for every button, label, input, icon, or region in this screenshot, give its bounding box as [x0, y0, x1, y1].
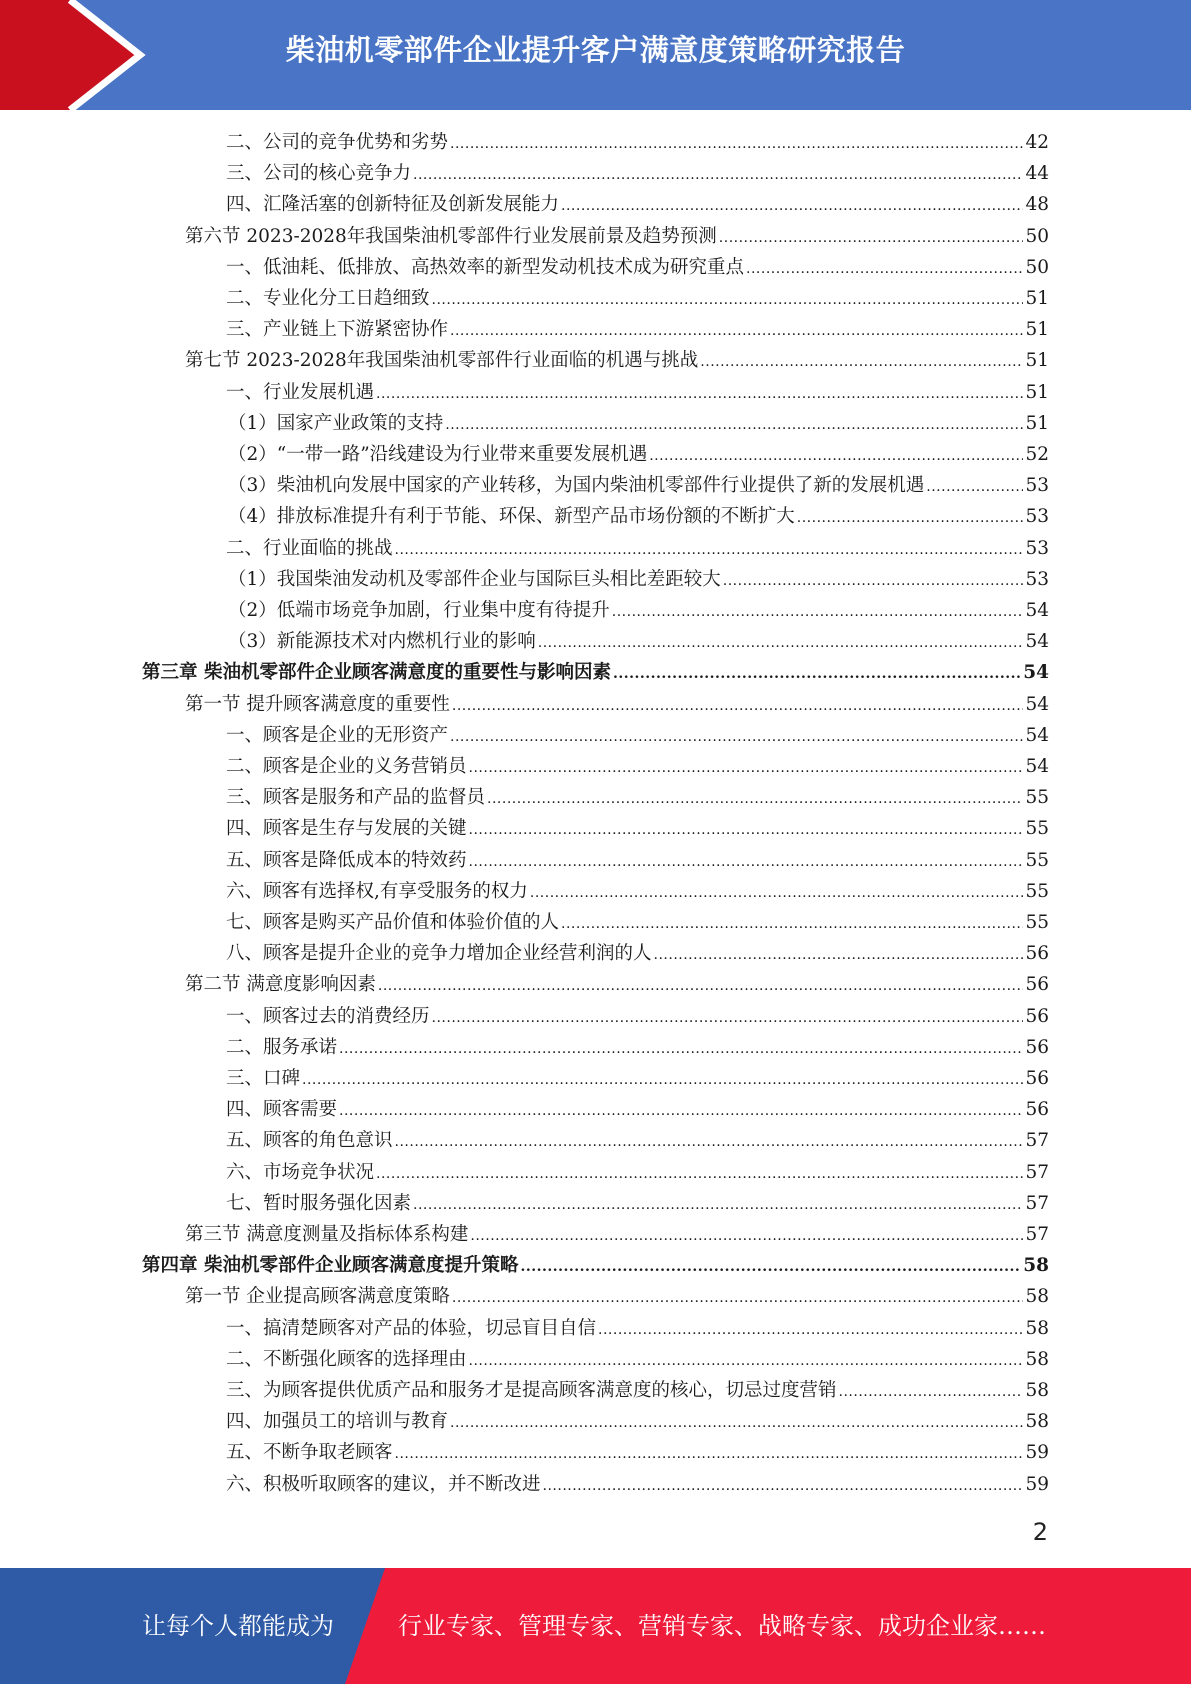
toc-dot-leader	[376, 386, 1023, 402]
toc-entry-title: 第四章 柴油机零部件企业顾客满意度提升策略	[142, 1255, 519, 1277]
toc-dot-leader	[395, 1134, 1024, 1150]
toc-item-row[interactable]	[228, 596, 1049, 627]
toc-entry-page: 55	[1025, 818, 1049, 840]
toc-dot-leader	[469, 822, 1024, 838]
toc-item-row[interactable]	[228, 471, 1049, 502]
toc-dot-leader	[413, 167, 1023, 183]
toc-dot-leader	[302, 1072, 1023, 1088]
page-number: 2	[1032, 1518, 1048, 1546]
toc-entry-page: 44	[1025, 163, 1049, 185]
toc-item-row[interactable]	[226, 315, 1049, 346]
toc-entry-title: 五、不断争取老顾客	[226, 1442, 393, 1464]
toc-entry-page: 51	[1025, 350, 1049, 372]
toc-entry-title: 一、低油耗、低排放、高热效率的新型发动机技术成为研究重点	[226, 256, 745, 278]
toc-entry-page: 58	[1025, 1411, 1049, 1433]
toc-item-row[interactable]	[226, 783, 1049, 814]
toc-item-row[interactable]	[226, 159, 1049, 190]
toc-entry-page: 54	[1023, 662, 1049, 684]
toc-item-row[interactable]	[226, 1189, 1049, 1220]
toc-dot-leader	[413, 1197, 1023, 1213]
toc-entry-title: （1）国家产业政策的支持	[228, 412, 444, 434]
toc-dot-leader	[450, 729, 1023, 745]
toc-dot-leader	[538, 635, 1024, 651]
toc-entry-page: 53	[1025, 568, 1049, 590]
toc-dot-leader	[797, 510, 1024, 526]
toc-entry-page: 54	[1025, 756, 1049, 777]
toc-entry-title: 三、为顾客提供优质产品和服务才是提高顾客满意度的核心，切忌过度营销	[226, 1380, 837, 1401]
toc-entry-page: 53	[1025, 506, 1049, 528]
toc-dot-leader	[452, 1290, 1024, 1306]
toc-entry-page: 59	[1025, 1442, 1049, 1464]
toc-item-row[interactable]	[226, 1407, 1049, 1438]
toc-entry-title: 二、公司的竞争优势和劣势	[226, 132, 449, 153]
toc-entry-title: 三、口碑	[226, 1068, 301, 1089]
toc-entry-page: 56	[1025, 943, 1049, 965]
toc-entry-page: 52	[1025, 444, 1049, 465]
toc-entry-title: 五、顾客是降低成本的特效药	[226, 849, 467, 871]
toc-dot-leader	[613, 666, 1021, 682]
toc-item-row[interactable]	[226, 814, 1049, 845]
toc-entry-page: 57	[1025, 1224, 1049, 1245]
toc-section-row[interactable]	[185, 222, 1049, 253]
toc-entry-page: 51	[1025, 412, 1049, 434]
toc-entry-page: 57	[1025, 1161, 1049, 1183]
toc-item-row[interactable]	[228, 627, 1049, 658]
toc-entry-title: （4）排放标准提升有利于节能、环保、新型产品市场份额的不断扩大	[228, 506, 795, 528]
toc-entry-page: 56	[1025, 1068, 1049, 1089]
footer-slogan-left: 让每个人都能成为	[142, 1612, 334, 1640]
toc-dot-leader	[654, 947, 1024, 963]
toc-entry-title: 三、顾客是服务和产品的监督员	[226, 787, 486, 809]
toc-entry-page: 57	[1025, 1130, 1049, 1152]
toc-item-row[interactable]	[226, 378, 1049, 409]
toc-entry-title: （1）我国柴油发动机及零部件企业与国际巨头相比差距较大	[228, 568, 721, 590]
toc-entry-title: 一、行业发展机遇	[226, 381, 375, 403]
toc-item-row[interactable]	[226, 128, 1049, 159]
toc-item-row[interactable]	[226, 846, 1049, 877]
toc-item-row[interactable]	[226, 1438, 1049, 1469]
toc-entry-page: 55	[1025, 787, 1049, 809]
toc-dot-leader	[520, 1259, 1021, 1275]
toc-dot-leader	[530, 885, 1024, 901]
toc-dot-leader	[598, 1322, 1023, 1338]
toc-item-row[interactable]	[226, 1470, 1049, 1501]
toc-item-row[interactable]	[226, 877, 1049, 908]
toc-entry-page: 58	[1025, 1286, 1049, 1308]
toc-entry-title: 三、公司的核心竞争力	[226, 163, 412, 185]
toc-entry-title: 二、专业化分工日趋细致	[226, 288, 430, 309]
toc-entry-page: 56	[1025, 1005, 1049, 1027]
toc-dot-leader	[450, 323, 1023, 339]
toc-entry-page: 56	[1025, 974, 1049, 996]
toc-entry-page: 58	[1023, 1255, 1049, 1277]
toc-entry-title: 五、顾客的角色意识	[226, 1130, 393, 1152]
toc-entry-page: 54	[1025, 631, 1049, 653]
toc-entry-title: （3）新能源技术对内燃机行业的影响	[228, 631, 536, 653]
toc-item-row[interactable]	[226, 1064, 1049, 1095]
toc-entry-page: 56	[1025, 1036, 1049, 1058]
toc-entry-page: 58	[1025, 1348, 1049, 1370]
page-header	[0, 0, 1191, 110]
toc-entry-title: 第三章 柴油机零部件企业顾客满意度的重要性与影响因素	[142, 662, 611, 684]
toc-entry-title: 第三节 满意度测量及指标体系构建	[185, 1224, 469, 1245]
toc-entry-title: 三、产业链上下游紧密协作	[226, 319, 449, 341]
toc-entry-title: 二、行业面临的挑战	[226, 537, 393, 559]
toc-entry-title: 第六节 2023-2028年我国柴油机零部件行业发展前景及趋势预测	[185, 225, 717, 247]
toc-item-row[interactable]	[226, 752, 1049, 783]
toc-entry-page: 57	[1025, 1192, 1049, 1214]
toc-entry-title: 一、搞清楚顾客对产品的体验，切忌盲目自信	[226, 1317, 597, 1339]
toc-dot-leader	[561, 916, 1023, 932]
page-footer	[0, 1568, 1191, 1684]
toc-entry-page: 51	[1025, 288, 1049, 309]
toc-entry-page: 55	[1025, 880, 1049, 902]
toc-item-row[interactable]	[226, 1095, 1049, 1126]
toc-dot-leader	[450, 1415, 1023, 1431]
toc-entry-title: 二、不断强化顾客的选择理由	[226, 1348, 467, 1370]
toc-dot-leader	[378, 978, 1024, 994]
toc-entry-page: 54	[1025, 724, 1049, 746]
toc-dot-leader	[470, 1228, 1023, 1244]
toc-entry-title: 四、顾客需要	[226, 1099, 338, 1121]
toc-item-row[interactable]	[226, 939, 1049, 970]
toc-dot-leader	[926, 479, 1023, 495]
toc-dot-leader	[719, 230, 1024, 246]
toc-item-row[interactable]	[226, 1126, 1049, 1157]
toc-item-row[interactable]	[228, 502, 1049, 533]
toc-entry-title: 六、市场竞争状况	[226, 1161, 375, 1183]
toc-entry-page: 48	[1025, 194, 1049, 216]
toc-dot-leader	[487, 791, 1023, 807]
toc-dot-leader	[612, 604, 1024, 620]
toc-dot-leader	[561, 198, 1023, 214]
toc-section-row[interactable]	[185, 1220, 1049, 1251]
toc-dot-leader	[339, 1041, 1023, 1057]
toc-entry-page: 58	[1025, 1317, 1049, 1339]
toc-chapter-row[interactable]	[142, 1251, 1049, 1282]
toc-section-row[interactable]	[185, 690, 1049, 721]
toc-item-row[interactable]	[226, 1002, 1049, 1033]
toc-entry-title: 一、顾客是企业的无形资产	[226, 724, 449, 746]
toc-entry-title: 六、积极听取顾客的建议，并不断改进	[226, 1473, 541, 1495]
toc-entry-page: 58	[1025, 1380, 1049, 1401]
toc-dot-leader	[469, 760, 1024, 776]
toc-item-row[interactable]	[226, 284, 1049, 315]
toc-item-row[interactable]	[226, 253, 1049, 284]
toc-dot-leader	[450, 136, 1023, 152]
toc-item-row[interactable]	[226, 908, 1049, 939]
toc-dot-leader	[839, 1384, 1024, 1400]
toc-dot-leader	[445, 417, 1023, 433]
toc-item-row[interactable]	[226, 190, 1049, 221]
toc-entry-title: 七、暂时服务强化因素	[226, 1192, 412, 1214]
toc-entry-title: 四、汇隆活塞的创新特征及创新发展能力	[226, 194, 560, 216]
toc-dot-leader	[469, 854, 1024, 870]
toc-entry-title: 第一节 企业提高顾客满意度策略	[185, 1286, 450, 1308]
toc-entry-title: 第七节 2023-2028年我国柴油机零部件行业面临的机遇与挑战	[185, 350, 699, 372]
toc-dot-leader	[376, 1166, 1023, 1182]
toc-entry-title: 八、顾客是提升企业的竞争力增加企业经营利润的人	[226, 943, 652, 965]
toc-item-row[interactable]	[226, 1158, 1049, 1189]
toc-item-row[interactable]	[226, 1033, 1049, 1064]
toc-item-row[interactable]	[228, 409, 1049, 440]
toc-dot-leader	[432, 1010, 1024, 1026]
toc-entry-title: 二、服务承诺	[226, 1036, 338, 1058]
toc-entry-title: （3）柴油机向发展中国家的产业转移，为国内柴油机零部件行业提供了新的发展机遇	[228, 475, 925, 497]
toc-dot-leader	[723, 573, 1024, 589]
toc-item-row[interactable]	[226, 1314, 1049, 1345]
toc-dot-leader	[452, 698, 1024, 714]
toc-entry-title: 六、顾客有选择权,有享受服务的权力	[226, 880, 528, 902]
toc-chapter-row[interactable]	[142, 658, 1049, 689]
toc-item-row[interactable]	[226, 1345, 1049, 1376]
footer-slogan-right: 行业专家、管理专家、营销专家、战略专家、成功企业家……	[398, 1612, 1046, 1640]
toc-dot-leader	[469, 1353, 1024, 1369]
toc-item-row[interactable]	[226, 534, 1049, 565]
toc-entry-title: 第一节 提升顾客满意度的重要性	[185, 693, 450, 715]
toc-section-row[interactable]	[185, 970, 1049, 1001]
toc-entry-title: 一、顾客过去的消费经历	[226, 1005, 430, 1027]
toc-entry-page: 42	[1025, 132, 1049, 153]
toc-item-row[interactable]	[228, 440, 1049, 471]
toc-section-row[interactable]	[185, 1282, 1049, 1313]
toc-entry-title: 四、顾客是生存与发展的关键	[226, 818, 467, 840]
toc-dot-leader	[395, 542, 1024, 558]
toc-item-row[interactable]	[226, 1376, 1049, 1407]
toc-entry-page: 56	[1025, 1099, 1049, 1121]
toc-entry-page: 55	[1025, 912, 1049, 933]
toc-section-row[interactable]	[185, 346, 1049, 377]
toc-dot-leader	[700, 354, 1023, 370]
toc-entry-title: （2）“一带一路”沿线建设为行业带来重要发展机遇	[228, 444, 648, 465]
toc-entry-title: 二、顾客是企业的义务营销员	[226, 756, 467, 777]
toc-entry-title: 第二节 满意度影响因素	[185, 974, 376, 996]
toc-dot-leader	[649, 448, 1023, 464]
toc-entry-page: 51	[1025, 381, 1049, 403]
toc-entry-page: 53	[1025, 475, 1049, 497]
report-title: 柴油机零部件企业提升客户满意度策略研究报告	[285, 33, 906, 67]
toc-entry-page: 53	[1025, 537, 1049, 559]
toc-entry-page: 54	[1025, 693, 1049, 715]
toc-entry-page: 51	[1025, 319, 1049, 341]
toc-entry-title: （2）低端市场竞争加剧，行业集中度有待提升	[228, 600, 610, 621]
toc-dot-leader	[339, 1103, 1023, 1119]
toc-entry-page: 59	[1025, 1473, 1049, 1495]
toc-entry-title: 七、顾客是购买产品价值和体验价值的人	[226, 912, 560, 933]
toc-item-row[interactable]	[226, 721, 1049, 752]
toc-item-row[interactable]	[228, 565, 1049, 596]
toc-entry-title: 四、加强员工的培训与教育	[226, 1411, 449, 1433]
toc-entry-page: 55	[1025, 849, 1049, 871]
toc-dot-leader	[432, 292, 1024, 308]
toc-entry-page: 50	[1025, 256, 1049, 278]
toc-dot-leader	[746, 261, 1023, 277]
toc-dot-leader	[395, 1446, 1024, 1462]
toc-entry-page: 50	[1025, 225, 1049, 247]
toc-entry-page: 54	[1025, 600, 1049, 621]
toc-dot-leader	[543, 1478, 1024, 1494]
